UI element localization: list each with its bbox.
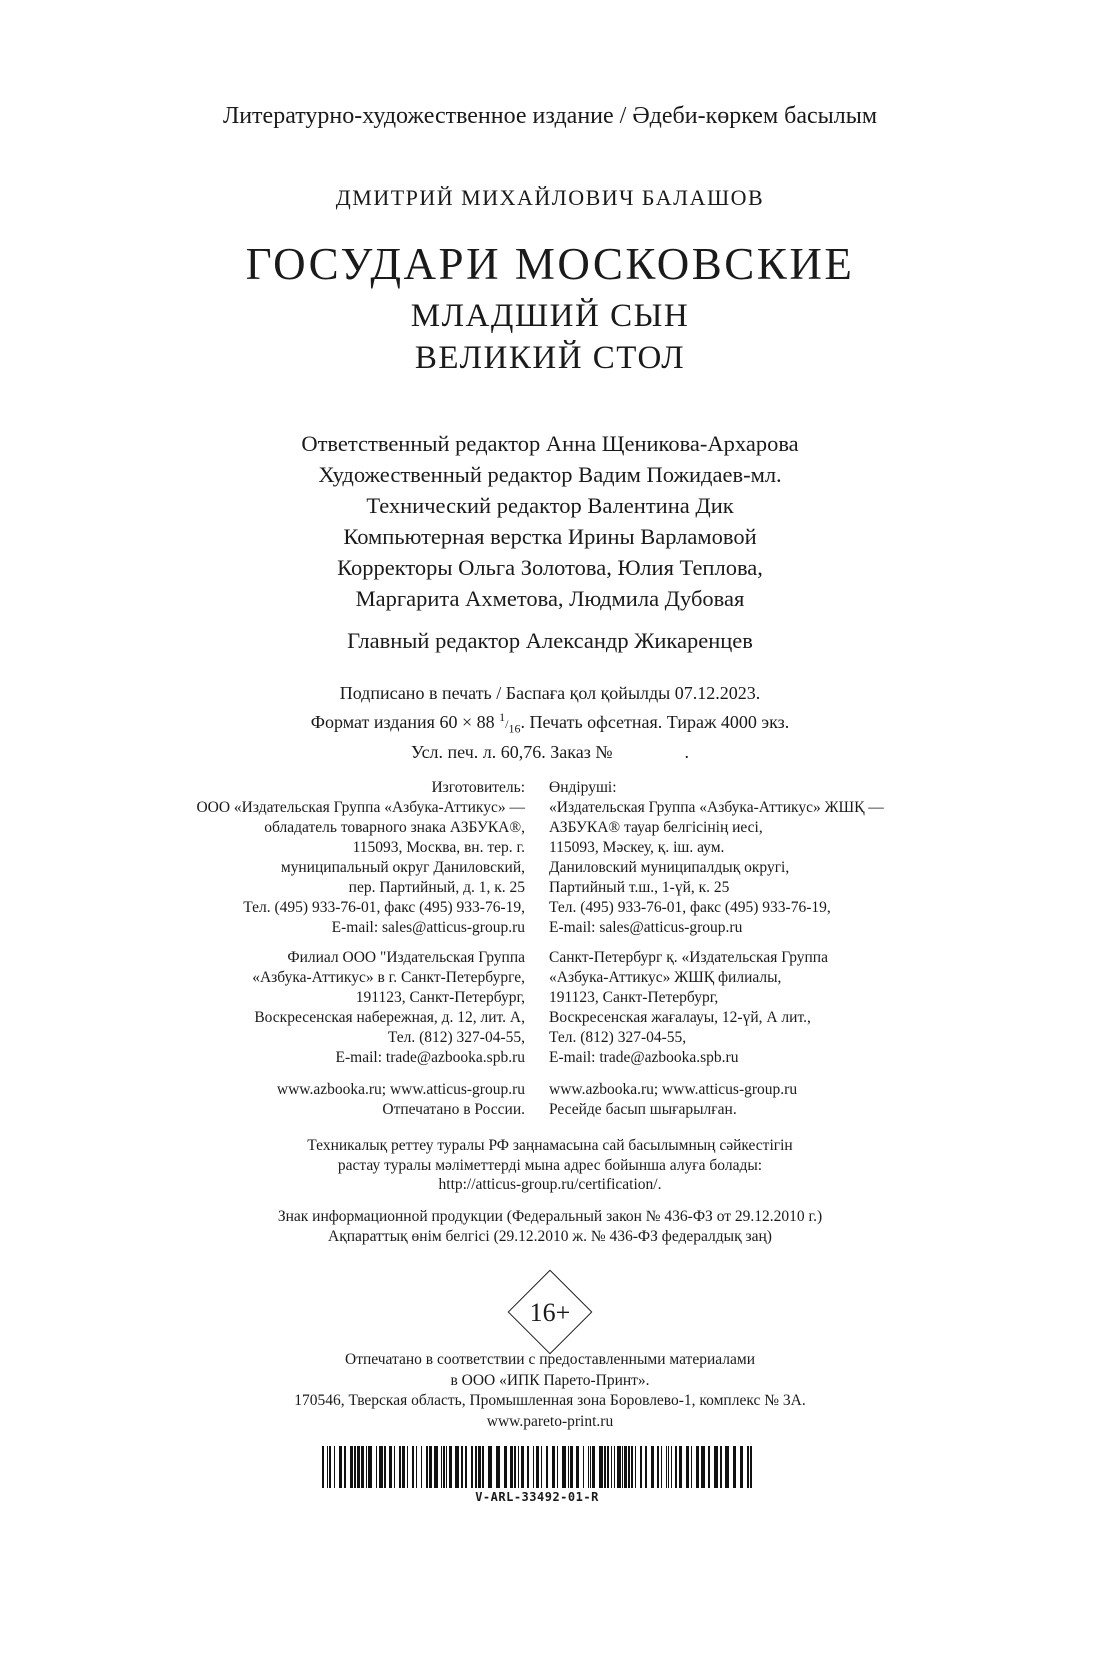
- barcode-bar: [568, 1446, 569, 1488]
- barcode-bar: [576, 1446, 579, 1488]
- barcode-bar: [570, 1446, 573, 1488]
- barcode-bar: [354, 1446, 356, 1488]
- manufacturer-ru-main: [196, 778, 525, 938]
- barcode-bar: [496, 1446, 500, 1488]
- barcode-bar: [614, 1446, 615, 1488]
- barcode-bar: [645, 1446, 647, 1488]
- chief-editor: Главный редактор Александр Жикаренцев: [347, 628, 753, 653]
- barcode-bar: [429, 1446, 432, 1488]
- barcode-bar: [635, 1446, 636, 1488]
- text-line: 191123, Санкт-Петербург,: [549, 989, 719, 1006]
- barcode-bar: [546, 1446, 548, 1488]
- barcode-bar: [455, 1446, 459, 1488]
- barcode-bar: [443, 1446, 445, 1488]
- text-line: http://atticus-group.ru/certification/.: [438, 1176, 662, 1193]
- book-title: ГОСУДАРИ МОСКОВСКИЕ: [245, 239, 855, 289]
- text-line: растау туралы мәліметтерді мына адрес бойынша алуға болады:: [337, 1156, 763, 1174]
- barcode-bar: [504, 1446, 507, 1488]
- barcode-bar: [334, 1446, 335, 1488]
- text-line: Отпечатано в соответствии с предоставленными материалами: [345, 1351, 755, 1368]
- text-line: E-mail: trade@azbooka.spb.ru: [549, 1049, 739, 1066]
- barcode-bar: [446, 1446, 447, 1488]
- text-line: www.azbooka.ru; www.atticus-group.ru: [549, 1081, 798, 1098]
- text-line: 191123, Санкт-Петербург,: [355, 989, 525, 1006]
- manufacturer-kz-branch: [549, 948, 828, 1068]
- sheets-line: Усл. печ. л. 60,76. Заказ № .: [410, 741, 689, 762]
- text-line: «Азбука-Аттикус» ЖШҚ филиалы,: [549, 969, 782, 986]
- barcode-bar: [747, 1446, 749, 1488]
- barcode-bar: [661, 1446, 662, 1488]
- barcode-bar: [361, 1446, 364, 1488]
- barcode-bar: [604, 1446, 606, 1488]
- text-line: ООО «Издательская Группа «Азбука-Аттикус» —: [196, 799, 525, 816]
- manufacturer-ru-branch: [252, 948, 525, 1068]
- barcode-bar: [329, 1446, 331, 1488]
- barcode-bar: [357, 1446, 360, 1488]
- barcode-bar: [322, 1446, 324, 1488]
- text-line: Өндіруші:: [549, 779, 617, 796]
- barcode-bar: [339, 1446, 342, 1488]
- barcode-bar: [514, 1446, 516, 1488]
- barcode-code: V-ARL-33492-01-R: [475, 1490, 599, 1504]
- barcode-bar: [465, 1446, 467, 1488]
- barcode-bar: [434, 1446, 438, 1488]
- barcode-bar: [631, 1446, 633, 1488]
- format-prefix: Формат издания 60 × 88: [310, 711, 495, 732]
- format-suffix: . Печать офсетная. Тираж 4000 экз.: [520, 711, 790, 732]
- barcode-bar: [527, 1446, 529, 1488]
- text-line: Тел. (495) 933-76-01, факс (495) 933-76-19,: [243, 899, 525, 916]
- author-name: ДМИТРИЙ МИХАЙЛОВИЧ БАЛАШОВ: [335, 185, 765, 210]
- barcode-bar: [521, 1446, 524, 1488]
- text-line: 115093, Мәскеу, қ. іш. аум.: [549, 839, 725, 856]
- text-line: E-mail: sales@atticus-group.ru: [549, 919, 743, 936]
- text-line: Воскресенская набережная, д. 12, лит. А,: [254, 1009, 525, 1026]
- book-subtitle-2: ВЕЛИКИЙ СТОЛ: [414, 340, 686, 376]
- barcode-bar: [740, 1446, 743, 1488]
- barcode-bar: [402, 1446, 405, 1488]
- barcode-bar: [701, 1446, 705, 1488]
- text-line: Санкт-Петербург қ. «Издательская Группа: [549, 949, 828, 966]
- format-line: Формат издания 60 × 88 $^1/_{16}$. Печать офсетная. Тираж 4000 экз.: [310, 709, 790, 736]
- barcode-bar: [651, 1446, 654, 1488]
- format-frac-num: 1: [499, 709, 506, 724]
- text-line: Техникалық реттеу туралы РФ заңнамасына сай басылымның сәйкестігін: [307, 1137, 793, 1154]
- text-line: муниципальный округ Даниловский,: [280, 859, 525, 876]
- barcode-bar: [399, 1446, 401, 1488]
- barcode-bar: [394, 1446, 395, 1488]
- barcode-bar: [675, 1446, 677, 1488]
- text-line: Тел. (812) 327-04-55,: [387, 1029, 525, 1046]
- barcode-bar: [708, 1446, 710, 1488]
- barcode-bar: [624, 1446, 627, 1488]
- text-line: пер. Партийный, д. 1, к. 25: [348, 879, 525, 896]
- barcode-bar: [389, 1446, 392, 1488]
- barcode-bar: [407, 1446, 408, 1488]
- barcode-bar: [607, 1446, 609, 1488]
- text-line: Воскресенская жағалауы, 12-үй, А лит.,: [549, 1009, 811, 1026]
- text-line: Тел. (495) 933-76-01, факс (495) 933-76-19,: [549, 899, 831, 916]
- barcode-bar: [441, 1446, 442, 1488]
- barcode-bar: [696, 1446, 699, 1488]
- credit-line: Компьютерная верстка Ирины Варламовой: [343, 524, 757, 549]
- barcode-bar: [583, 1446, 584, 1488]
- barcode-bar: [617, 1446, 621, 1488]
- barcode-bar: [666, 1446, 667, 1488]
- barcode-bar: [750, 1446, 752, 1488]
- credit-line: Корректоры Ольга Золотова, Юлия Теплова,: [337, 555, 763, 580]
- barcode-bar: [379, 1446, 383, 1488]
- barcode-bar: [679, 1446, 682, 1488]
- barcode-bar: [592, 1446, 595, 1488]
- barcode-bar: [488, 1446, 492, 1488]
- barcode-bar: [691, 1446, 692, 1488]
- barcode: [322, 1446, 752, 1488]
- barcode-bar: [671, 1446, 672, 1488]
- barcode-bar: [557, 1446, 558, 1488]
- manufacturer-kz-web: [549, 1080, 797, 1120]
- publication-info: [0, 682, 1100, 764]
- barcode-bar: [376, 1446, 377, 1488]
- barcode-bar: [471, 1446, 473, 1488]
- text-line: обладатель товарного знака АЗБУКА®,: [264, 819, 525, 836]
- barcode-bar: [622, 1446, 623, 1488]
- text-line: Ресейде басып шығарылған.: [549, 1101, 737, 1118]
- text-line: АЗБУКА® тауар белгісінің иесі,: [549, 819, 763, 836]
- credit-line: Художественный редактор Вадим Пожидаев-мл.: [318, 462, 782, 487]
- barcode-bar: [599, 1446, 603, 1488]
- barcode-bar: [482, 1446, 484, 1488]
- barcode-bar: [449, 1446, 452, 1488]
- text-line: Даниловский муниципалдық округі,: [549, 859, 790, 876]
- text-line: 170546, Тверская область, Промышленная зона Боровлево-1, комплекс № 3А.: [294, 1392, 806, 1409]
- barcode-bar: [344, 1446, 346, 1488]
- book-subtitle-1: МЛАДШИЙ СЫН: [410, 298, 690, 334]
- printer-info: [0, 1350, 1100, 1432]
- barcode-bar: [714, 1446, 718, 1488]
- text-line: «Издательская Группа «Азбука-Аттикус» ЖШҚ —: [549, 799, 884, 816]
- barcode-bar: [562, 1446, 566, 1488]
- barcode-bar: [461, 1446, 463, 1488]
- text-line: Изготовитель:: [431, 779, 525, 796]
- text-line: Филиал ООО "Издательская Группа: [287, 949, 525, 966]
- barcode-bar: [426, 1446, 428, 1488]
- text-line: Отпечатано в России.: [382, 1101, 525, 1118]
- barcode-bar: [640, 1446, 642, 1488]
- barcode-bar: [657, 1446, 659, 1488]
- barcode-bar: [720, 1446, 722, 1488]
- age-rating-label: 16+: [529, 1298, 571, 1327]
- barcode-bar: [350, 1446, 353, 1488]
- signed-to-print: Подписано в печать / Баспаға қол қойылды 07.12.2023.: [339, 683, 761, 703]
- barcode-bar: [475, 1446, 477, 1488]
- text-line: Знак информационной продукции (Федеральный закон № 436-ФЗ от 29.12.2010 г.): [277, 1208, 823, 1225]
- barcode-bar: [588, 1446, 589, 1488]
- manufacturer-ru-web: [277, 1080, 525, 1120]
- barcode-bar: [384, 1446, 386, 1488]
- text-line: www.pareto-print.ru: [486, 1412, 614, 1430]
- barcode-bar: [668, 1446, 669, 1488]
- barcode-bar: [541, 1446, 542, 1488]
- barcode-bar: [478, 1446, 481, 1488]
- credits-list: [0, 428, 1100, 614]
- barcode-bar: [510, 1446, 513, 1488]
- barcode-bar: [421, 1446, 422, 1488]
- text-line: Партийный т.ш., 1-үй, к. 25: [549, 879, 730, 896]
- barcode-bar: [611, 1446, 612, 1488]
- barcode-bar: [412, 1446, 414, 1488]
- edition-type: Литературно-художественное издание / Әдеби-көркем басылым: [222, 103, 878, 129]
- text-line: E-mail: trade@azbooka.spb.ru: [335, 1049, 525, 1066]
- text-line: Ақпараттық өнім белгісі (29.12.2010 ж. № 436-ФЗ федералдық заң): [328, 1227, 772, 1245]
- barcode-bar: [533, 1446, 534, 1488]
- format-frac-den: 16: [508, 721, 521, 736]
- barcode-bar: [327, 1446, 328, 1488]
- technical-regulation: [0, 1136, 1100, 1195]
- text-line: 115093, Москва, вн. тер. г.: [352, 839, 525, 856]
- age-rating-badge: [508, 1270, 592, 1354]
- barcode-bar: [552, 1446, 555, 1488]
- barcode-bar: [416, 1446, 417, 1488]
- text-line: Тел. (812) 327-04-55,: [549, 1029, 687, 1046]
- text-line: www.azbooka.ru; www.atticus-group.ru: [276, 1081, 525, 1098]
- credit-line: Ответственный редактор Анна Щеникова-Архарова: [301, 431, 799, 456]
- text-line: «Азбука-Аттикус» в г. Санкт-Петербурге,: [252, 969, 525, 986]
- barcode-bar: [368, 1446, 372, 1488]
- barcode-bar: [686, 1446, 689, 1488]
- barcode-bar: [590, 1446, 591, 1488]
- barcode-bar: [518, 1446, 519, 1488]
- barcode-bar: [725, 1446, 729, 1488]
- manufacturer-kz-main: [549, 778, 884, 938]
- credit-line: Технический редактор Валентина Дик: [366, 493, 734, 518]
- text-line: в ООО «ИПК Парето-Принт».: [450, 1371, 650, 1389]
- barcode-bar: [733, 1446, 736, 1488]
- text-line: E-mail: sales@atticus-group.ru: [331, 919, 525, 936]
- barcode-bar: [628, 1446, 630, 1488]
- barcode-bar: [366, 1446, 367, 1488]
- info-sign: [0, 1207, 1100, 1246]
- credit-line: Маргарита Ахметова, Людмила Дубовая: [355, 586, 745, 611]
- barcode-bar: [536, 1446, 539, 1488]
